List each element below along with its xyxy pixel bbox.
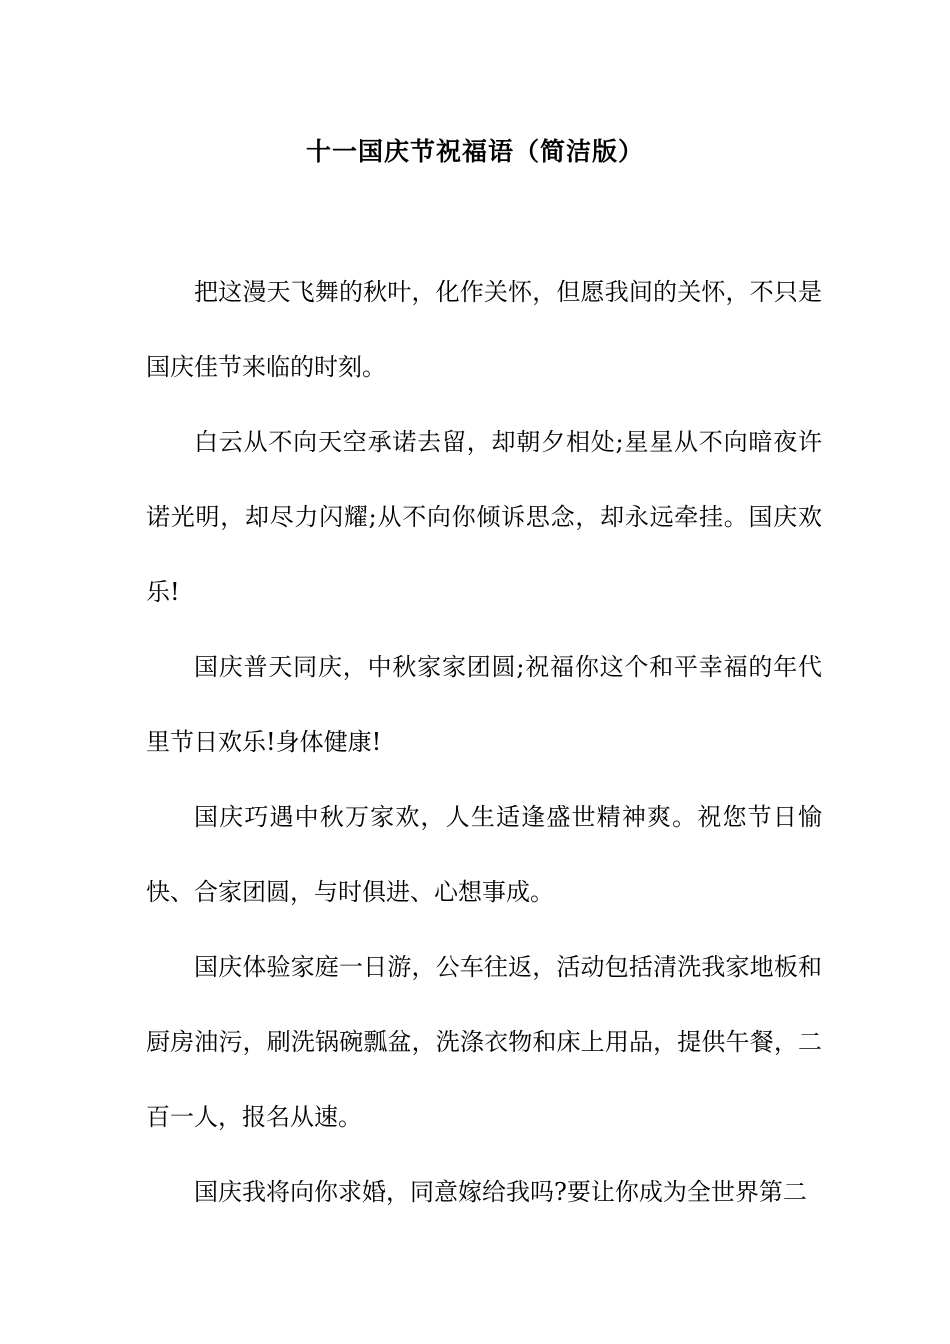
paragraph-5: 国庆体验家庭一日游，公车往返，活动包括清洗我家地板和厨房油污，刷洗锅碗瓢盆，洗涤衣物和床上用品，提供午餐，二百一人，报名从速。 <box>146 953 822 1131</box>
paragraph-2: 白云从不向天空承诺去留，却朝夕相处;星星从不向暗夜许诺光明，却尽力闪耀;从不向你倾诉思念，却永远牵挂。国庆欢乐! <box>146 428 822 606</box>
document-body <box>146 255 822 1230</box>
document-title: 十一国庆节祝福语（简洁版） <box>305 137 644 166</box>
paragraph-1: 把这漫天飞舞的秋叶，化作关怀，但愿我间的关怀，不只是国庆佳节来临的时刻。 <box>146 278 822 381</box>
paragraph-6: 国庆我将向你求婚，同意嫁给我吗?要让你成为全世界第二 <box>194 1178 807 1206</box>
paragraph-3: 国庆普天同庆，中秋家家团圆;祝福你这个和平幸福的年代里节日欢乐!身体健康! <box>146 653 822 756</box>
paragraph-4: 国庆巧遇中秋万家欢，人生适逢盛世精神爽。祝您节日愉快、合家团圆，与时俱进、心想事成。 <box>146 803 822 906</box>
